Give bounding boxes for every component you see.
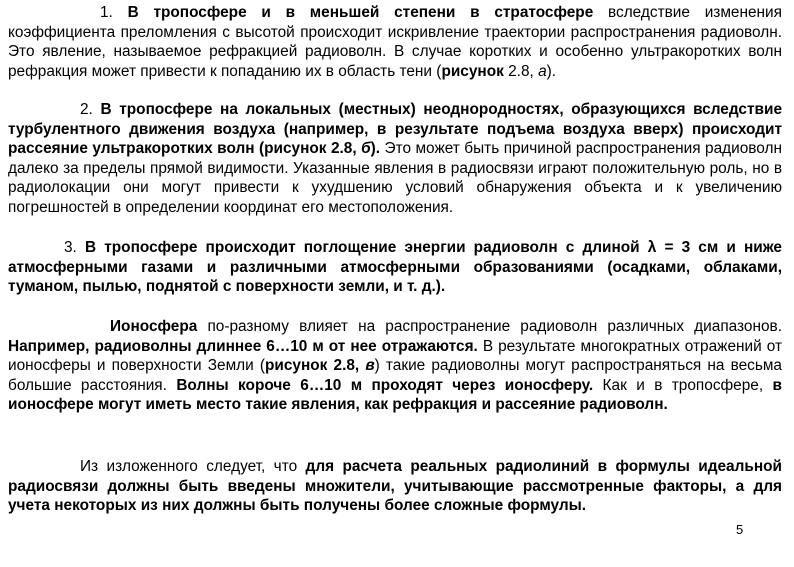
paragraph-troposphere-scattering [8,100,782,218]
figure-letter: в [365,357,375,375]
bold-phrase: Волны короче 6…10 м проходят через ионосферу. [176,376,594,394]
ionosphere-term: Ионосфера [110,318,198,335]
body-text: вследствие изменения коэффициента преломления с высотой происходит искривление траектории распространения радиоволн. Это явление, называемое рефракцией радиоволн. В случае коротких и особенно ультракоротких волн рефракция может привести к попаданию их в область тени ( [8,4,782,80]
body-text: по-разному влияет на распространение радиоволн различных диапазонов. [197,318,782,335]
body-text: Это может быть причиной распространения радиоволн далеко за пределы прямой видимости. Указанные явления в радиосвязи играют положительную роль, но в радиолокации они могут привести к ухудшению условий обнаружения объекта и к увеличению погрешностей в определении координат его местоположения. [8,140,782,216]
paragraph-ionosphere [8,317,782,415]
page-number: 5 [736,522,744,537]
item-number-2: 2. [80,101,93,118]
figure-letter: б [361,140,371,158]
item-number-3: 3. [64,239,77,256]
bold-phrase: ). [370,140,381,158]
paragraph-troposphere-absorption [8,238,782,297]
body-text: Как и в тропосфере, [593,376,773,394]
bold-phrase: В тропосфере и в меньшей степени в стратосфере [127,4,594,21]
paragraph-conclusion [8,457,782,516]
figure-ref: рисунок 2.8, [265,357,366,375]
bold-phrase: В тропосфере происходит поглощение энергии радиоволн с длиной λ = 3 см и ниже атмосферными газами и различными атмосферными образованиями (осадками, облаками, туманом, пылью, поднятой с поверхности земли, и т. д.). [8,239,782,296]
body-text: 2.8, [503,62,539,80]
figure-letter: а [538,62,547,80]
figure-ref: рисунок [441,62,504,80]
item-number-1: 1. [100,4,113,21]
body-text: ). [546,62,557,80]
bold-phrase: в ионосфере могут иметь место такие явления, как рефракция и рассеяние радиоволн. [8,376,782,414]
bold-phrase: для расчета реальных радиолиний в формулы идеальной радиосвязи должны быть введены множители, учитывающие рассмотренные факторы, а для учета некоторых из них должны быть получены более сложные формулы. [8,458,782,515]
paragraph-troposphere-refraction [8,3,782,81]
bold-phrase: В тропосфере на локальных (местных) неоднородностях, образующихся вследствие турбулентного движения воздуха (например, в результате подъема воздуха вверх) происходит рассеяние ультракоротких волн (рисунок 2.8, [8,101,783,158]
body-text: В результате многократных отражений от ионосферы и поверхности Земли ( [8,337,783,375]
body-text: Из изложенного следует, что [80,458,306,475]
body-text: ) такие радиоволны могут распространяться на весьма большие расстояния. [8,357,782,394]
bold-phrase: Например, радиоволны длиннее 6…10 м от нее отражаются. [8,337,478,355]
